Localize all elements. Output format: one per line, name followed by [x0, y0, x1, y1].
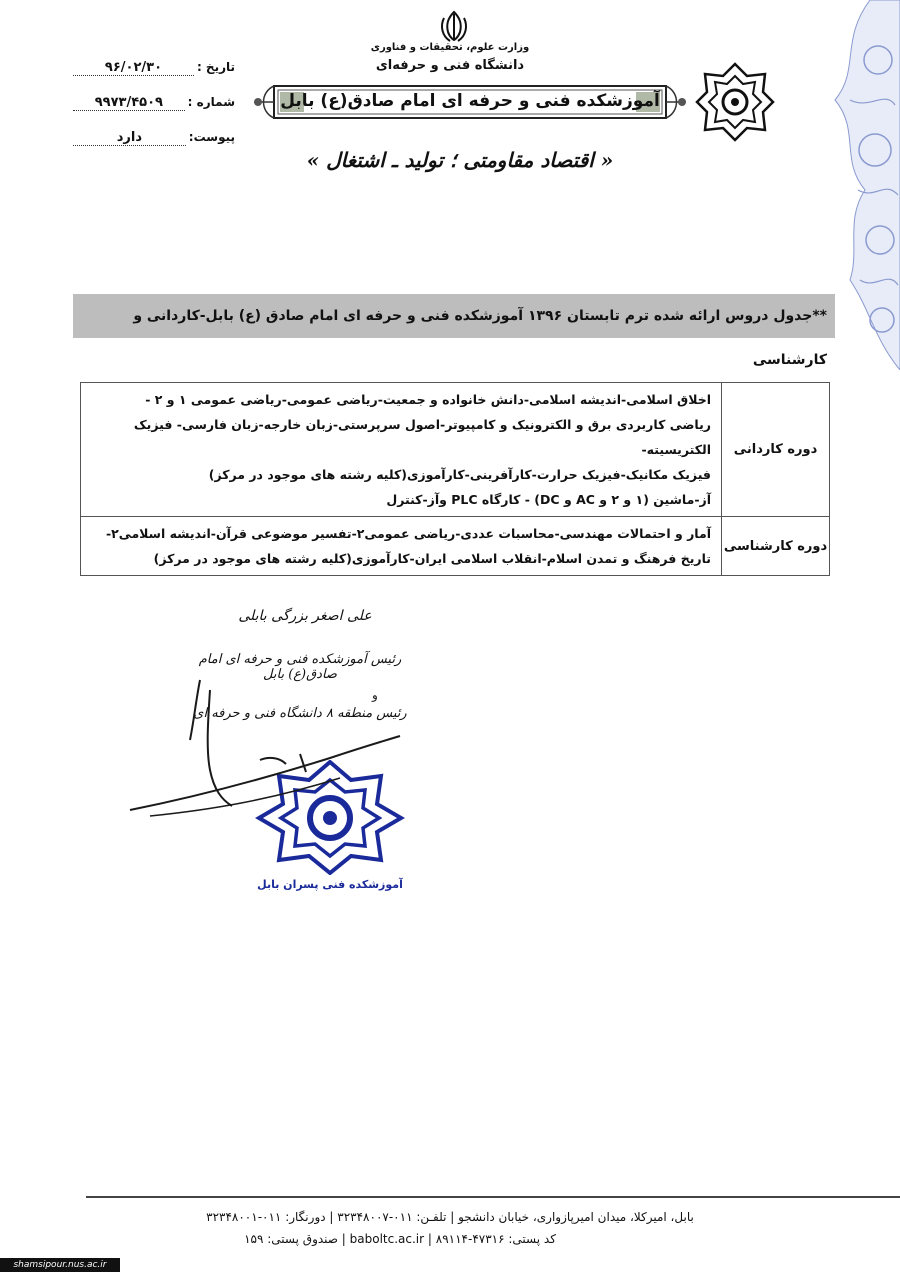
number-field [70, 95, 235, 111]
slogan: « اقتصاد مقاومتی ؛ تولید ـ اشتغال » [306, 148, 614, 172]
college-name: آموزشکده فنی و حرفه ای امام صادق(ع) بابل [280, 91, 660, 111]
attachment-field [70, 130, 235, 146]
date-field [70, 60, 235, 76]
course-table [80, 382, 830, 576]
source-watermark: shamsipour.nus.ac.ir [0, 1258, 120, 1272]
ministry-name: وزارت علوم، تحقیقات و فناوری [370, 42, 530, 53]
course-line: آمار و احتمالات مهندسی-محاسبات عددی-ریاضی عمومی۲-تفسیر موضوعی قرآن-اندیشه اسلامی۲- [105, 526, 711, 541]
document-title: **جدول دروس ارائه شده ترم تابستان ۱۳۹۶ آموزشکده فنی و حرفه ای امام صادق (ع) بابل-کاردانی و کارشناسی [73, 294, 835, 338]
signer-role-college: رئیس آموزشکده فنی و حرفه ای امام صادق(ع) بابل [198, 652, 402, 682]
college-logo-icon [695, 62, 775, 142]
signer-name: علی اصغر بزرگی بابلی [238, 608, 372, 624]
decorative-ornament [830, 0, 900, 370]
table-row [81, 517, 830, 576]
university-name: دانشگاه فنی و حرفه‌ای [375, 58, 525, 73]
national-emblem-icon [436, 10, 472, 44]
handwritten-signature [110, 660, 410, 840]
conjunction: و [372, 688, 378, 702]
date-label: تاریخ : [196, 60, 235, 74]
attachment-label: پیوست: [188, 130, 235, 144]
table-row [81, 383, 830, 517]
associate-degree-header: دوره کاردانی [722, 383, 830, 517]
number-value: ۹۹۷۳/۴۵۰۹ [73, 95, 185, 111]
number-label: شماره : [187, 95, 235, 109]
course-line: ریاضی کاربردی برق و الکترونیک و کامپیوتر-اصول سرپرستی-زبان خارجه-زبان فارسی- فیزیک الکتریسیته- [133, 417, 711, 457]
course-line: اخلاق اسلامی-اندیشه اسلامی-دانش خانواده و جمعیت-ریاضی عمومی-ریاضی عمومی ۱ و ۲ - [145, 392, 711, 407]
bachelor-degree-header: دوره کارشناسی [722, 517, 830, 576]
stamp-caption: آموزشکده فنی پسران بابل [257, 878, 403, 891]
attachment-value: دارد [73, 130, 186, 146]
course-line: فیزیک مکانیک-فیزیک حرارت-کارآفرینی-کارآموزی(کلیه رشته های موجود در مرکز) [208, 467, 711, 482]
course-line: آز-ماشین (۱ و ۲ و AC و DC) - کارگاه PLC وآز-کنترل [386, 492, 711, 507]
associate-degree-courses [81, 383, 722, 517]
bachelor-degree-courses [81, 517, 722, 576]
date-value: ۹۶/۰۲/۳۰ [73, 60, 194, 76]
signer-role-region: رئیس منطقه ۸ دانشگاه فنی و حرفه ای [193, 706, 407, 721]
footer-divider [86, 1196, 900, 1198]
footer-contact: کد پستی: ۴۷۳۱۶-۸۹۱۱۴ | baboltc.ac.ir | صندوق پستی: ۱۵۹ [244, 1232, 556, 1246]
footer-address: بابل، امیرکلا، میدان امیرپازواری، خیابان دانشجو | تلفـن: ۰۱۱-۳۲۳۴۸۰۰۷ | دورنگار: ۰۱۱-۳۲۳۴۸۰۰۱ [206, 1210, 694, 1224]
course-line: تاریخ فرهنگ و تمدن اسلام-انقلاب اسلامی ایران-کارآموزی(کلیه رشته های موجود در مرکز) [153, 551, 711, 566]
